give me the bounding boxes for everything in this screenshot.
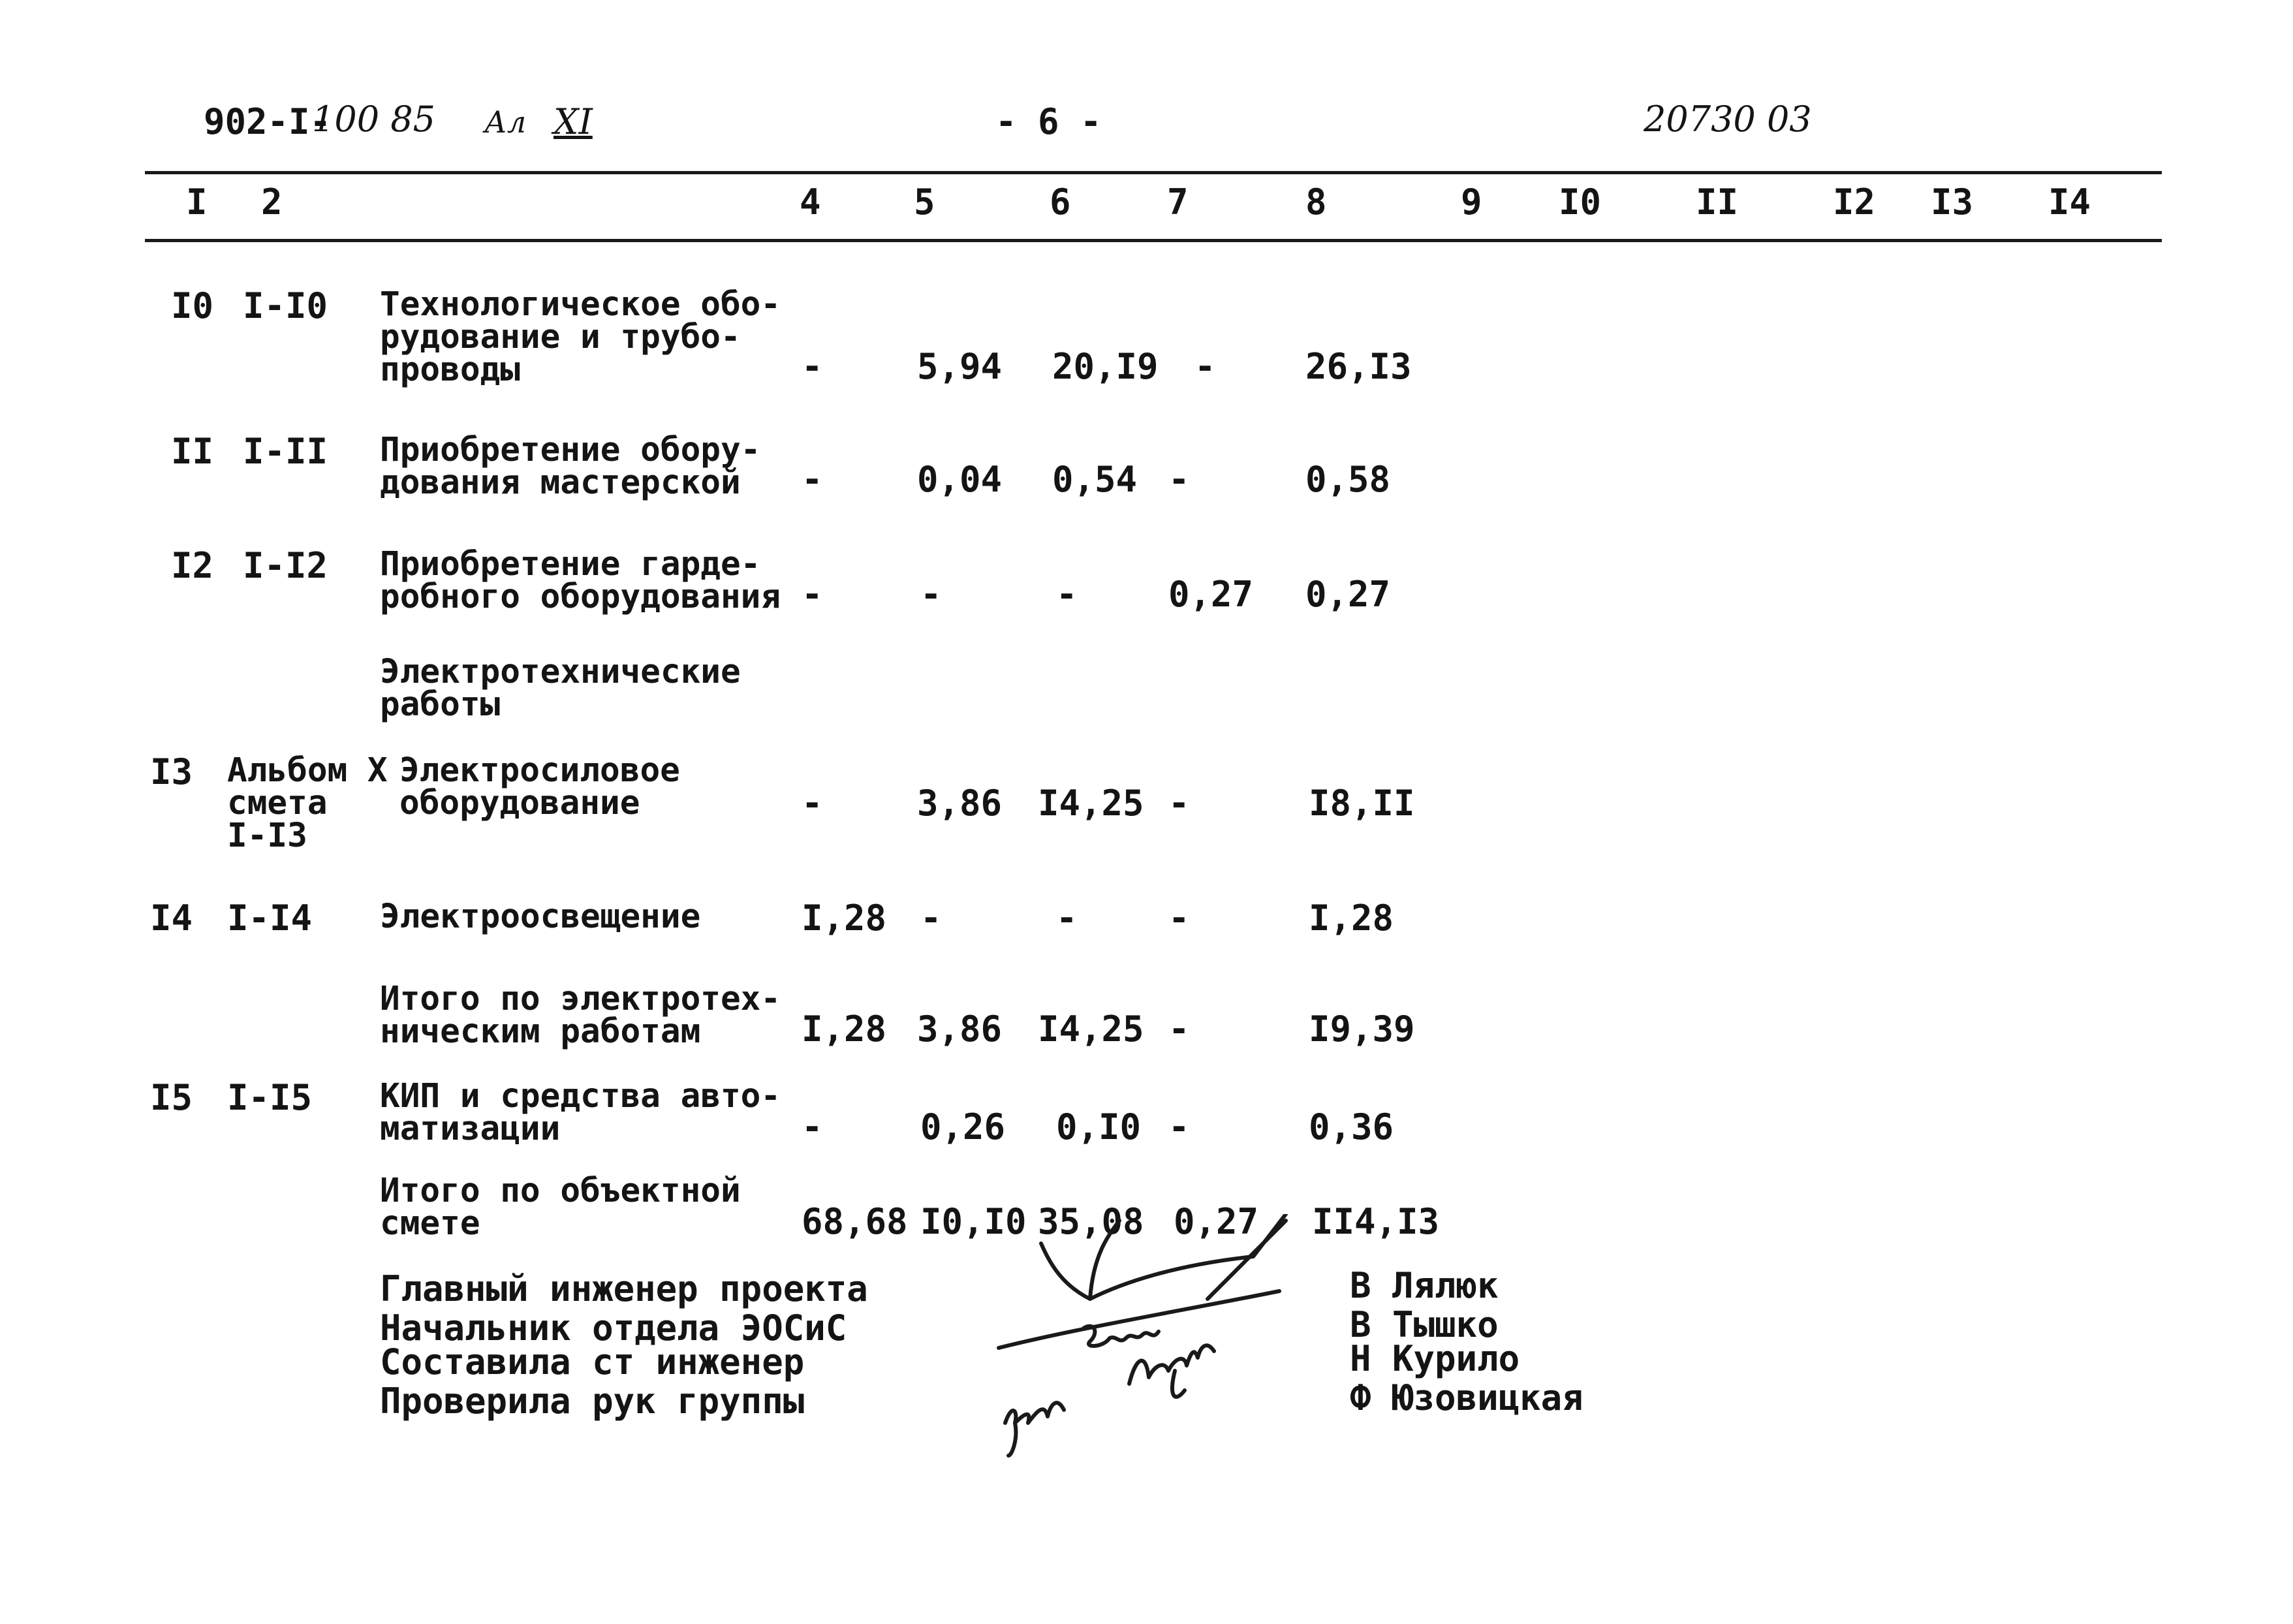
cell-col7: -: [1168, 1106, 1190, 1148]
signature-name: В Тышко: [1350, 1304, 1499, 1345]
cell-col8: I9,39: [1309, 1008, 1415, 1050]
cell-col6: I4,25: [1038, 1008, 1144, 1050]
signature-role: Главный инженер проекта: [380, 1268, 868, 1309]
item-description: КИП и средства авто- матизации: [380, 1077, 781, 1148]
cell-col8: 0,27: [1305, 574, 1391, 615]
cell-col8: I,28: [1309, 898, 1394, 939]
cell-col7: 0,27: [1174, 1201, 1259, 1242]
cell-col6: 20,I9: [1052, 346, 1159, 387]
col-header-11: II: [1696, 181, 1739, 223]
row-number: I0: [171, 285, 214, 326]
row-number: I4: [150, 898, 193, 939]
col-header-14: I4: [2048, 181, 2091, 223]
total-label: Итого по объектной смете: [380, 1172, 741, 1243]
col-header-1: I: [186, 181, 208, 223]
col-header-13: I3: [1931, 181, 1974, 223]
header-top-rule: [145, 171, 2162, 174]
signature-role: Составила ст инженер: [380, 1341, 805, 1382]
estimate-ref: I-II: [243, 431, 328, 472]
cell-col5: 3,86: [917, 783, 1003, 824]
cell-col5: -: [920, 574, 942, 615]
cell-col5: I0,I0: [920, 1201, 1027, 1242]
cell-col8: I8,II: [1309, 783, 1415, 824]
col-header-6: 6: [1050, 181, 1071, 223]
row-number: II: [171, 431, 214, 472]
cell-col4: -: [802, 574, 823, 615]
cell-col6: -: [1056, 574, 1078, 615]
col-header-7: 7: [1167, 181, 1189, 223]
signature-role: Начальник отдела ЭОСиС: [380, 1307, 847, 1349]
cell-col4: I,28: [802, 1008, 887, 1050]
signature-name: В Лялюк: [1350, 1265, 1499, 1306]
cell-col7: 0,27: [1168, 574, 1254, 615]
item-description: Приобретение гарде- робного оборудования: [380, 545, 781, 616]
cell-col4: -: [802, 459, 823, 500]
cell-col4: -: [802, 1106, 823, 1148]
cell-col6: 35,08: [1038, 1201, 1144, 1242]
page-number: - 6 -: [995, 101, 1102, 142]
cell-col5: 3,86: [917, 1008, 1003, 1050]
doc-code: 902-I-: [204, 101, 332, 142]
cell-col4: -: [802, 783, 823, 824]
col-header-8: 8: [1305, 181, 1327, 223]
item-description: Приобретение обору- дования мастерской: [380, 431, 761, 502]
col-header-2: 2: [261, 181, 283, 223]
subtotal-label: Итого по электротех- ническим работам: [380, 980, 781, 1051]
estimate-ref: I-I4: [227, 898, 313, 939]
doc-code-handwritten: 100 85: [312, 99, 435, 140]
cell-col4: -: [802, 346, 823, 387]
signature-name: Ф Юзовицкая: [1350, 1377, 1583, 1418]
estimate-ref: I-I2: [243, 545, 328, 586]
cell-col5: 0,26: [920, 1106, 1006, 1148]
signature-role: Проверила рук группы: [380, 1381, 805, 1422]
col-header-12: I2: [1833, 181, 1876, 223]
item-description: Технологическое обо- рудование и трубо- проводы: [380, 285, 781, 389]
col-header-9: 9: [1461, 181, 1482, 223]
cell-col5: -: [920, 898, 942, 939]
album-mark: Ал: [484, 104, 527, 140]
col-header-5: 5: [914, 181, 935, 223]
cell-col6: 0,I0: [1056, 1106, 1142, 1148]
handwritten-signatures: [979, 1214, 1345, 1462]
row-number: I5: [150, 1077, 193, 1118]
cell-col7: -: [1194, 346, 1216, 387]
row-number: I2: [171, 545, 214, 586]
cell-col8: 0,58: [1305, 459, 1391, 500]
cell-col6: I4,25: [1038, 783, 1144, 824]
item-description: Электроосвещение: [380, 898, 701, 936]
item-description: Электросиловое oборудование: [399, 751, 680, 822]
estimate-ref: I-I5: [227, 1077, 313, 1118]
sheet-code: 20730 03: [1644, 99, 1812, 140]
cell-col7: -: [1168, 898, 1190, 939]
cell-col8: 26,I3: [1305, 346, 1412, 387]
cell-col8: 0,36: [1309, 1106, 1394, 1148]
estimate-ref: I-I0: [243, 285, 328, 326]
cell-col5: 5,94: [917, 346, 1003, 387]
col-header-10: I0: [1559, 181, 1602, 223]
cell-col6: -: [1056, 898, 1078, 939]
cell-col7: -: [1168, 459, 1190, 500]
album-number: XI: [554, 101, 593, 142]
col-header-4: 4: [800, 181, 821, 223]
cell-col7: -: [1168, 1008, 1190, 1050]
row-number: I3: [150, 751, 193, 792]
cell-col5: 0,04: [917, 459, 1003, 500]
cell-col7: -: [1168, 783, 1190, 824]
section-heading: Электротехнические работы: [380, 653, 741, 724]
cell-col4: 68,68: [802, 1201, 908, 1242]
signature-name: Н Курило: [1350, 1338, 1520, 1379]
header-bottom-rule: [145, 239, 2162, 242]
cell-col6: 0,54: [1052, 459, 1138, 500]
cell-col4: I,28: [802, 898, 887, 939]
estimate-ref: Альбом X смета I-I3: [227, 751, 388, 855]
cell-col8: II4,I3: [1312, 1201, 1440, 1242]
